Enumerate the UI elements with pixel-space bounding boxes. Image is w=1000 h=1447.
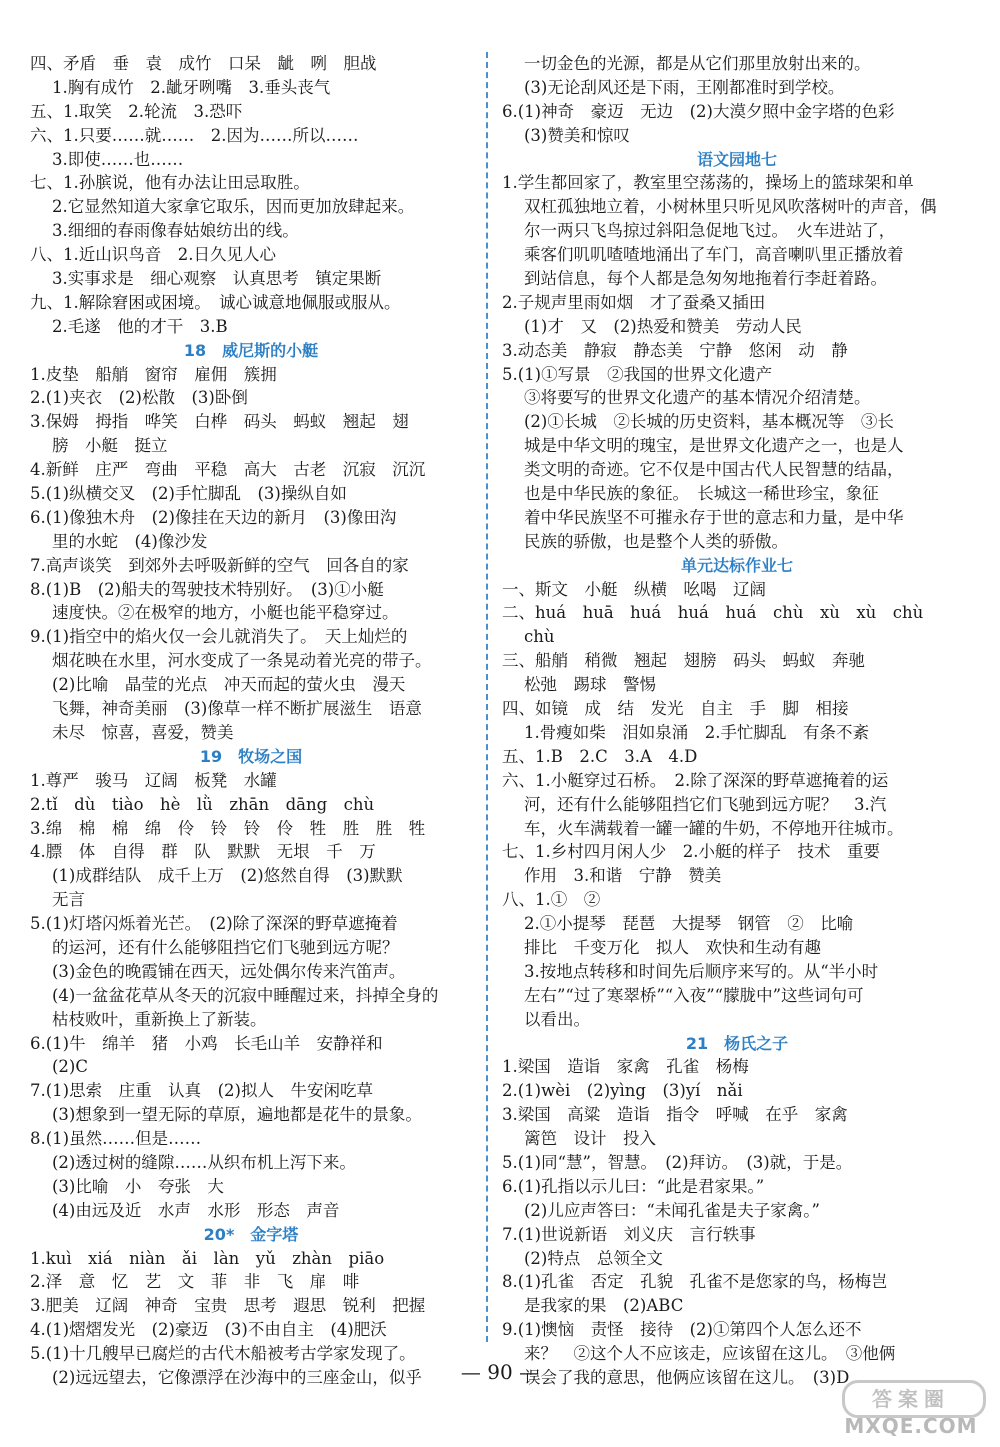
answer-line: 三、船艄 稍微 翘起 翅膀 码头 蚂蚁 奔驰 xyxy=(502,651,865,671)
answer-line: 以看出。 xyxy=(524,1009,590,1029)
answer-line: 排比 千变万化 拟人 欢快和生动有趣 xyxy=(524,937,821,957)
answer-line: 四、矛盾 垂 袁 成竹 口呆 龇 咧 胆战 xyxy=(30,54,377,73)
answer-line: (4)由远及近 水声 水形 形态 声音 xyxy=(52,1200,340,1220)
answer-line: 8.(1)B (2)船夫的驾驶技术特别好。 (3)①小艇 xyxy=(30,579,384,599)
watermark-text: MXQE.COM xyxy=(844,1414,978,1438)
answer-line: 是我家的果 (2)ABC xyxy=(524,1296,684,1316)
answer-line: 篱笆 设计 投入 xyxy=(524,1129,656,1149)
answer-line: 2.(1)wèi (2)yìng (3)yí nǎi xyxy=(502,1081,743,1101)
answer-line: 3.即使……也…… xyxy=(52,149,184,169)
answer-line: 1.尊严 骏马 辽阔 板凳 水罐 xyxy=(30,770,277,790)
section-heading: 20* 金字塔 xyxy=(203,1224,299,1244)
answer-line: 七、1.乡村四月闲人少 2.小艇的样子 技术 重要 xyxy=(502,842,880,862)
answer-line: 3.梁国 高粱 造诣 指令 呼喊 在乎 家禽 xyxy=(502,1105,848,1125)
answer-line: 9.(1)指空中的焰火仅一会儿就消失了。 天上灿烂的 xyxy=(30,627,408,647)
answer-line: 1.学生都回家了，教室里空荡荡的，操场上的篮球架和单 xyxy=(502,173,914,193)
answer-line: 3.保姆 拇指 哗笑 白桦 码头 蚂蚁 翘起 翅 xyxy=(30,412,409,432)
answer-line: 烟花映在水里，河水变成了一条晃动着光亮的带子。 xyxy=(52,651,432,671)
answer-line: 五、1.取笑 2.轮流 3.恐吓 xyxy=(30,101,243,121)
watermark-logo xyxy=(836,1380,986,1438)
answer-line: 一切金色的光源，都是从它们那里放射出来的。 xyxy=(524,54,871,73)
answer-line: 九、1.解除窘困或困境。 诚心诚意地佩服或服从。 xyxy=(30,292,401,312)
answer-line: 6.(1)牛 绵羊 猪 小鸡 长毛山羊 安静祥和 xyxy=(30,1033,383,1053)
answer-line: (1)成群结队 成千上万 (2)悠然自得 (3)默默 xyxy=(52,866,403,886)
answer-line: 5.(1)同“慧”，智慧。 (2)拜访。 (3)就，于是。 xyxy=(502,1152,853,1172)
answer-line: 六、1.只要……就…… 2.因为……所以…… xyxy=(30,125,359,145)
answer-line: (3)赞美和惊叹 xyxy=(524,125,630,145)
page-number: — 90 — xyxy=(460,1360,540,1384)
answer-line: 四、如镜 成 结 发光 自主 手 脚 相接 xyxy=(502,699,849,719)
answer-line: (3)想象到一望无际的草原，遍地都是花牛的景象。 xyxy=(52,1105,422,1125)
answer-line: 双杠孤独地立着，小树林里只听见风吹落树叶的声音，偶 xyxy=(524,197,937,217)
answer-line: (2)特点 总领全文 xyxy=(524,1248,663,1268)
answer-line: 八、1.① ② xyxy=(502,890,601,910)
answer-line: 五、1.B 2.C 3.A 4.D xyxy=(502,746,698,766)
answer-line: 3.绵 棉 棉 绵 伶 铃 铃 伶 牲 胜 胜 牲 xyxy=(30,818,426,838)
answer-line: 2.①小提琴 琵琶 大提琴 钢管 ② 比喻 xyxy=(524,914,854,934)
answer-line: 七、1.孙膑说，他有办法让田忌取胜。 xyxy=(30,173,310,193)
answer-line: 6.(1)像独木舟 (2)像挂在天边的新月 (3)像田沟 xyxy=(30,507,397,527)
answer-line: 4.新鲜 庄严 弯曲 平稳 高大 古老 沉寂 沉沉 xyxy=(30,460,426,480)
answer-line: 5.(1)灯塔闪烁着光芒。 (2)除了深深的野草遮掩着 xyxy=(30,914,398,934)
answer-line: 2.它显然知道大家拿它取乐，因而更加放肆起来。 xyxy=(52,197,415,217)
answer-line: 3.实事求是 细心观察 认真思考 镇定果断 xyxy=(52,269,382,289)
answer-line: 8.(1)虽然……但是…… xyxy=(30,1129,202,1149)
watermark-logo-text: 答案圈 xyxy=(872,1387,950,1411)
answer-line: 2.泽 意 忆 艺 文 菲 非 飞 扉 啡 xyxy=(30,1272,360,1292)
answer-line: 松弛 踢球 警惕 xyxy=(524,675,656,695)
answer-line: 3.肥美 辽阔 神奇 宝贵 思考 遐思 锐利 把握 xyxy=(30,1296,426,1316)
answer-line: 八、1.近山识鸟音 2.日久见人心 xyxy=(30,245,276,265)
answer-line: 2.毛遂 他的才干 3.B xyxy=(52,316,228,336)
answer-line: chù xyxy=(524,627,555,647)
answer-line: 4.膘 体 自得 群 队 默默 无垠 千 万 xyxy=(30,842,376,862)
answer-line: 左右”“过了寒翠桥”“入夜”“朦胧中”这些词句可 xyxy=(524,985,864,1005)
answer-line: 8.(1)孔雀 否定 孔貌 孔雀不是您家的鸟，杨梅岂 xyxy=(502,1272,888,1292)
answer-line: 到站信息，每个人都是急匆匆地拖着行李赶着路。 xyxy=(524,269,887,289)
section-heading: 18 威尼斯的小艇 xyxy=(183,340,319,360)
answer-line: 作用 3.和谐 宁静 赞美 xyxy=(524,866,722,886)
answer-line: 速度快。②在极窄的地方，小艇也能平稳穿过。 xyxy=(52,603,399,623)
answer-line: 6.(1)神奇 豪迈 无边 (2)大漠夕照中金字塔的色彩 xyxy=(502,101,895,121)
answer-line: (3)无论刮风还是下雨，王刚都准时到学校。 xyxy=(524,77,845,97)
answer-line: 一、斯文 小艇 纵横 吆喝 辽阔 xyxy=(502,579,766,599)
answer-line: 来？ ②这个人不应该走，应该留在这儿。 ③他俩 xyxy=(524,1344,896,1364)
answer-line: 枯枝败叶，重新换上了新装。 xyxy=(52,1009,267,1029)
answer-line: 河，还有什么能够阻挡它们飞驰到远方呢？ 3.汽 xyxy=(524,794,887,814)
answer-line: (2)比喻 晶莹的光点 冲天而起的萤火虫 漫天 xyxy=(52,675,406,695)
answer-line: 未尽 惊喜，喜爱，赞美 xyxy=(52,722,234,742)
answer-line: 9.(1)懊恼 责怪 接待 (2)①第四个人怎么还不 xyxy=(502,1320,862,1340)
section-heading: 19 牧场之国 xyxy=(199,746,303,766)
answer-line: 着中华民族坚不可摧永存于世的意志和力量，是中华 xyxy=(524,507,904,527)
answer-line: (3)金色的晚霞铺在西天，远处偶尔传来汽笛声。 xyxy=(52,961,406,981)
answer-line: 7.高声谈笑 到郊外去呼吸新鲜的空气 回各自的家 xyxy=(30,555,409,575)
section-heading: 单元达标作业七 xyxy=(680,555,793,575)
answer-line: 3.细细的春雨像春姑娘纺出的线。 xyxy=(52,221,299,241)
column-divider xyxy=(486,52,488,1342)
answer-line: 民族的骄傲，也是整个人类的骄傲。 xyxy=(524,531,788,551)
section-heading: 语文园地七 xyxy=(696,149,777,169)
answer-line: 里的水蛇 (4)像沙发 xyxy=(52,531,208,551)
answer-line: 2.(1)夹衣 (2)松散 (3)卧倒 xyxy=(30,388,248,408)
answer-line: 3.按地点转移和时间先后顺序来写的。从“半小时 xyxy=(524,961,879,981)
answer-line: 1.梁国 造诣 家禽 孔雀 杨梅 xyxy=(502,1057,749,1077)
answer-line: 的运河，还有什么能够阻挡它们飞驰到远方呢？ xyxy=(52,937,399,957)
answer-line: 二、huá huā huá huá huá chù xù xù chù xyxy=(502,603,924,623)
answer-line: 误会了我的意思，他俩应该留在这儿。 (3)D xyxy=(524,1367,850,1387)
answer-line: 六、1.小艇穿过石桥。 2.除了深深的野草遮掩着的运 xyxy=(502,770,889,790)
answer-line: 5.(1)①写景 ②我国的世界文化遗产 xyxy=(502,364,773,384)
answer-line: ③将要写的世界文化遗产的基本情况介绍清楚。 xyxy=(524,388,871,408)
answer-line: 5.(1)纵横交叉 (2)手忙脚乱 (3)操纵自如 xyxy=(30,484,347,504)
answer-line: (1)才 又 (2)热爱和赞美 劳动人民 xyxy=(524,316,802,336)
answer-line: 尔一两只飞鸟掠过斜阳急促地飞过。 火车进站了， xyxy=(524,221,896,241)
answer-line: (2)儿应声答曰：“未闻孔雀是夫子家禽。” xyxy=(524,1200,820,1220)
answer-line: 1.kuì xiá niàn ǎi làn yǔ zhàn piāo xyxy=(30,1248,385,1268)
answer-line: 飞舞，神奇美丽 (3)像草一样不断扩展滋生 语意 xyxy=(52,699,422,719)
answer-line: (3)比喻 小 夸张 大 xyxy=(52,1176,224,1196)
answer-line: 7.(1)世说新语 刘义庆 言行轶事 xyxy=(502,1224,756,1244)
answer-line: 无言 xyxy=(52,890,85,910)
answer-line: (2)C xyxy=(52,1057,88,1077)
answer-line: 5.(1)十几艘早已腐烂的古代木船被考古学家发现了。 xyxy=(30,1344,416,1364)
answer-line: 车，火车满载着一罐一罐的牛奶，不停地开往城市。 xyxy=(524,818,904,838)
answer-line: 也是中华民族的象征。 长城这一稀世珍宝，象征 xyxy=(524,484,879,504)
answer-line: 1.骨瘦如柴 泪如泉涌 2.手忙脚乱 有条不紊 xyxy=(524,722,869,742)
left-column xyxy=(30,52,472,1390)
answer-line: 1.皮垫 船艄 窗帘 雇佣 簇拥 xyxy=(30,364,277,384)
answer-line: 4.(1)熠熠发光 (2)豪迈 (3)不由自主 (4)肥沃 xyxy=(30,1320,387,1340)
answer-line: (2)透过树的缝隙……从织布机上泻下来。 xyxy=(52,1152,356,1172)
answer-line: (4)一盆盆花草从冬天的沉寂中睡醒过来，抖掉全身的 xyxy=(52,985,439,1005)
answer-line: 1.胸有成竹 2.龇牙咧嘴 3.垂头丧气 xyxy=(52,77,331,97)
answer-line: 乘客们叽叽喳喳地涌出了车门，高音喇叭里正播放着 xyxy=(524,245,904,265)
answer-line: 城是中华文明的瑰宝，是世界文化遗产之一，也是人 xyxy=(524,436,904,456)
section-heading: 21 杨氏之子 xyxy=(685,1033,789,1053)
answer-line: 膀 小艇 挺立 xyxy=(52,436,168,456)
answer-line: (2)远远望去，它像漂浮在沙海中的三座金山，似乎 xyxy=(52,1367,422,1387)
answer-line: 6.(1)孔指以示儿曰：“此是君家果。” xyxy=(502,1176,765,1196)
answer-line: (2)①长城 ②长城的历史资料，基本概况等 ③长 xyxy=(524,412,894,432)
answer-line: 2.tǐ dù tiào hè lǜ zhān dāng chù xyxy=(30,794,375,814)
answer-line: 类文明的奇迹。它不仅是中国古代人民智慧的结晶， xyxy=(524,460,904,480)
answer-line: 2.子规声里雨如烟 才了蚕桑又插田 xyxy=(502,292,766,312)
answer-line: 7.(1)思索 庄重 认真 (2)拟人 牛安闲吃草 xyxy=(30,1081,373,1101)
right-column xyxy=(502,52,972,1390)
answer-line: 3.动态美 静寂 静态美 宁静 悠闲 动 静 xyxy=(502,340,848,360)
